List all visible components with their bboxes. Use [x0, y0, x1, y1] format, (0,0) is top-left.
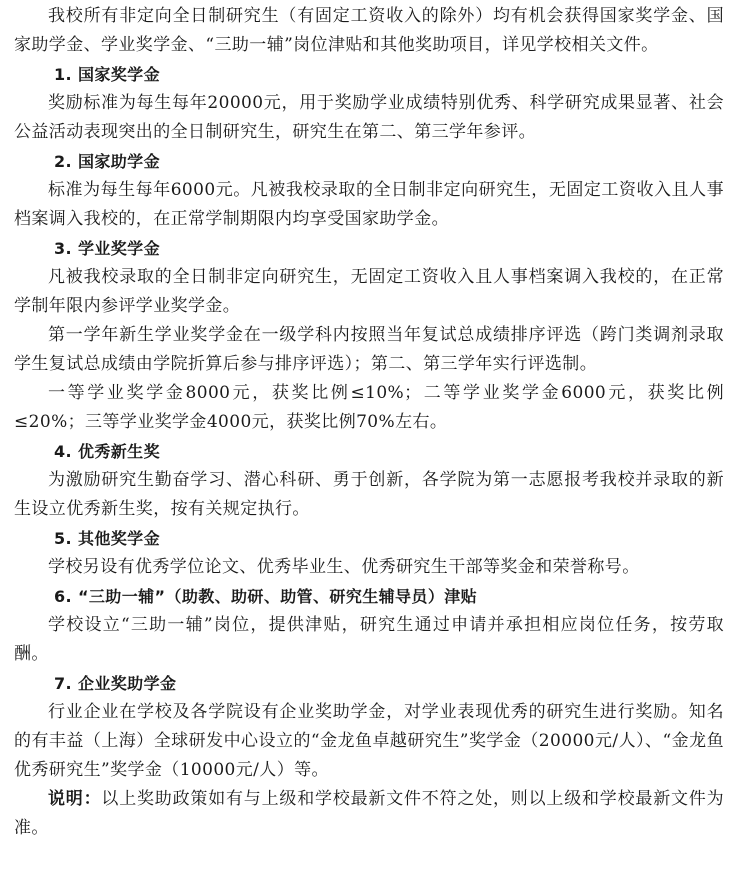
section-paragraph: 标准为每生每年6000元。凡被我校录取的全日制非定向研究生，无固定工资收入且人事档案调入我校的，在正常学制期限内均享受国家助学金。 [14, 180, 724, 229]
section-paragraph: 学校另设有优秀学位论文、优秀毕业生、优秀研究生干部等奖金和荣誉称号。 [48, 557, 640, 577]
section-paragraph: 一等学业奖学金8000元，获奖比例≤10%；二等学业奖学金6000元，获奖比例≤20%；三等学业奖学金4000元，获奖比例70%左右。 [14, 383, 724, 432]
section-paragraph: 奖励标准为每生每年20000元，用于奖励学业成绩特别优秀、科学研究成果显著、社会公益活动表现突出的全日制研究生，研究生在第二、第三学年参评。 [14, 93, 724, 142]
note-paragraph [14, 785, 724, 843]
note-label: 说明： [48, 789, 102, 809]
section-heading-academic-scholarship: 3. 学业奖学金 [54, 239, 160, 258]
section-paragraph: 凡被我校录取的全日制非定向研究生，无固定工资收入且人事档案调入我校的，在正常学制年限内参评学业奖学金。 [14, 267, 724, 316]
section-paragraph: 为激励研究生勤奋学习、潜心科研、勇于创新，各学院为第一志愿报考我校并录取的新生设立优秀新生奖，按有关规定执行。 [14, 470, 724, 519]
section-heading-enterprise-scholarship: 7. 企业奖助学金 [54, 674, 177, 693]
intro-paragraph: 我校所有非定向全日制研究生（有固定工资收入的除外）均有机会获得国家奖学金、国家助学金、学业奖学金、“三助一辅”岗位津贴和其他奖助项目，详见学校相关文件。 [14, 6, 724, 55]
section-heading-assistantship-allowance: 6. “三助一辅”（助教、助研、助管、研究生辅导员）津贴 [54, 587, 478, 606]
section-heading-freshman-award: 4. 优秀新生奖 [54, 442, 160, 461]
section-paragraph: 行业企业在学校及各学院设有企业奖助学金，对学业表现优秀的研究生进行奖励。知名的有丰益（上海）全球研发中心设立的“金龙鱼卓越研究生”奖学金（20000元/人）、“金龙鱼优秀研究生”奖学金（10000元/人）等。 [14, 702, 724, 780]
section-heading-national-scholarship: 1. 国家奖学金 [54, 65, 160, 84]
section-paragraph: 第一学年新生学业奖学金在一级学科内按照当年复试总成绩排序评选（跨门类调剂录取学生复试总成绩由学院折算后参与排序评选）；第二、第三学年实行评选制。 [14, 325, 724, 374]
section-heading-other-scholarships: 5. 其他奖学金 [54, 529, 160, 548]
section-heading-national-grant: 2. 国家助学金 [54, 152, 160, 171]
section-paragraph: 学校设立“三助一辅”岗位，提供津贴，研究生通过申请并承担相应岗位任务，按劳取酬。 [14, 615, 724, 664]
note-text: 以上奖助政策如有与上级和学校最新文件不符之处，则以上级和学校最新文件为准。 [14, 789, 725, 838]
